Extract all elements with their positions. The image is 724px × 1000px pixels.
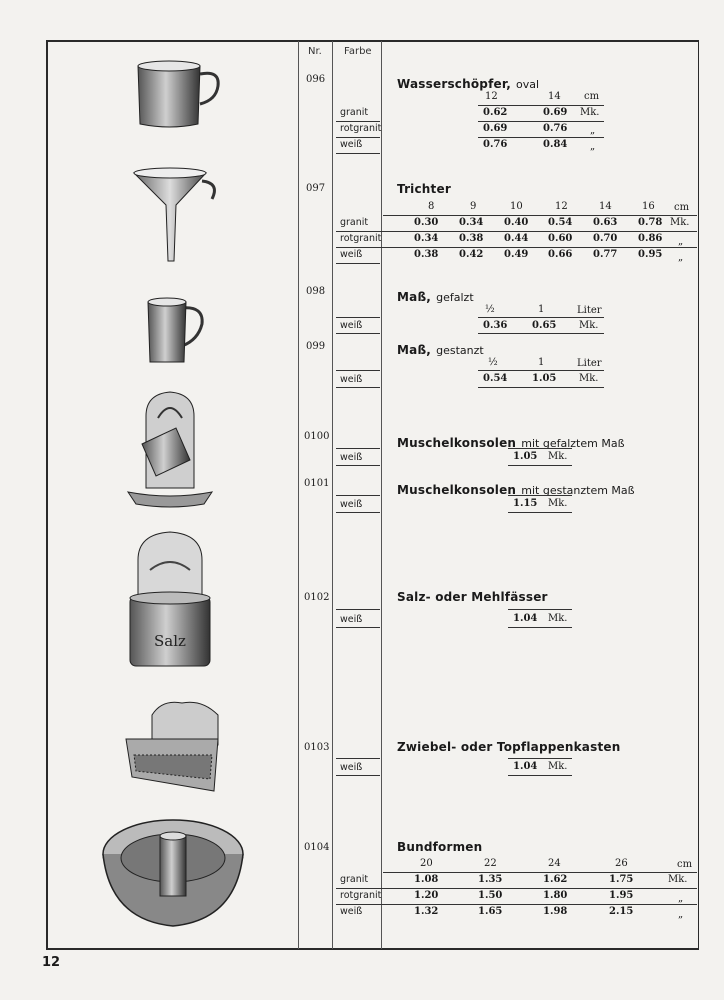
price: 1.04 [513,761,538,772]
size-header: 20 [420,858,433,869]
color-rotgranit: rotgranit [340,233,382,244]
price: 2.15 [609,906,634,917]
item-number: 097 [306,183,326,194]
price: 0.69 [483,123,508,134]
item-title: Muschelkonsolen mit gefalztem Maß [397,436,625,450]
column-divider-farbe [332,41,333,949]
color-weiss: weiß [340,139,363,150]
color-granit: granit [340,217,369,228]
size-header: ½ [485,304,495,315]
page-number: 12 [42,955,61,970]
item-title: Zwiebel- oder Topflappenkasten [397,740,621,754]
price: 0.86 [638,233,663,244]
item-number: 096 [306,74,326,85]
price: 1.75 [609,874,634,885]
price: 0.76 [543,123,568,134]
size-header: 26 [615,858,628,869]
price: 0.77 [593,249,618,260]
size-header: 9 [470,201,477,212]
item-title: Salz- oder Mehlfässer [397,590,548,604]
price: 0.63 [593,217,618,228]
price: 0.30 [414,217,439,228]
color-granit: granit [340,874,369,885]
unit: Mk. [579,373,599,384]
salt-label: Salz [154,632,186,650]
size-header: cm [674,202,690,213]
price: 0.95 [638,249,663,260]
unit: Mk. [668,874,688,885]
size-header: 1 [538,304,545,315]
price: 1.65 [478,906,503,917]
column-divider-nr [298,41,299,949]
color-rotgranit: rotgranit [340,123,382,134]
price: 1.50 [478,890,503,901]
color-weiss: weiß [340,614,363,625]
color-rotgranit: rotgranit [340,890,382,901]
unit: Mk. [580,107,600,118]
price: 0.36 [483,320,508,331]
size-header: 14 [548,91,561,102]
unit: Mk. [579,320,599,331]
price: 0.38 [459,233,484,244]
color-weiss: weiß [340,452,363,463]
item-title: Wasserschöpfer, oval [397,77,540,91]
size-header: Liter [577,305,602,316]
price: 1.05 [513,451,538,462]
item-title: Maß, gestanzt [397,343,484,357]
item-number: 0100 [304,431,330,442]
item-title: Muschelkonsolen mit gestanztem Maß [397,483,635,497]
price: 0.49 [504,249,529,260]
ditto-mark: „ [678,909,684,920]
item-number: 0104 [304,842,330,853]
price: 1.15 [513,498,538,509]
price: 0.54 [548,217,573,228]
size-header: ½ [488,357,498,368]
unit: Mk. [548,498,568,509]
size-header: Liter [577,358,602,369]
ditto-mark: „ [678,893,684,904]
price: 0.76 [483,139,508,150]
price: 0.44 [504,233,529,244]
color-weiss: weiß [340,374,363,385]
price: 0.65 [532,320,557,331]
color-weiss: weiß [340,320,363,331]
unit: Mk. [548,613,568,624]
ditto-mark: „ [590,141,596,152]
color-weiss: weiß [340,762,363,773]
price: 1.35 [478,874,503,885]
size-header: 12 [485,91,498,102]
color-weiss: weiß [340,906,363,917]
bundt-pan-image [100,808,246,934]
price: 1.05 [532,373,557,384]
color-weiss: weiß [340,499,363,510]
item-number: 0103 [304,742,330,753]
ditto-mark: „ [590,125,596,136]
unit: Mk. [670,217,690,228]
unit: Mk. [548,761,568,772]
price: 1.62 [543,874,568,885]
price: 1.20 [414,890,439,901]
price: 0.78 [638,217,663,228]
price: 0.60 [548,233,573,244]
size-header: 14 [599,201,612,212]
header-nr: Nr. [308,46,322,57]
size-header: 1 [538,357,545,368]
item-title: Bundformen [397,840,483,854]
price: 0.84 [543,139,568,150]
price: 0.66 [548,249,573,260]
size-header: 24 [548,858,561,869]
ditto-mark: „ [678,236,684,247]
price: 1.32 [414,906,439,917]
color-granit: granit [340,107,369,118]
water-scoop-image [130,56,225,134]
size-header: 22 [484,858,497,869]
header-farbe: Farbe [344,46,372,57]
price: 0.54 [483,373,508,384]
item-number: 098 [306,286,326,297]
price: 0.40 [504,217,529,228]
size-header: 8 [428,201,435,212]
unit: Mk. [548,451,568,462]
item-number: 0101 [304,478,330,489]
size-header: 10 [510,201,523,212]
onion-box-image [122,695,222,795]
ditto-mark: „ [678,252,684,263]
price: 0.70 [593,233,618,244]
funnel-image [130,165,225,265]
salt-box-image [124,530,216,672]
column-divider-desc [381,41,382,949]
item-title: Maß, gefalzt [397,290,474,304]
price: 1.95 [609,890,634,901]
price: 1.98 [543,906,568,917]
color-weiss: weiß [340,249,363,260]
price: 0.38 [414,249,439,260]
shell-console-image [124,388,216,508]
price: 0.34 [459,217,484,228]
size-header: cm [584,91,600,102]
price: 0.62 [483,107,508,118]
measure-cup-image [142,296,212,366]
price: 1.04 [513,613,538,624]
size-header: 12 [555,201,568,212]
price: 0.69 [543,107,568,118]
price: 0.42 [459,249,484,260]
item-title: Trichter [397,182,451,196]
item-number: 0102 [304,592,330,603]
item-number: 099 [306,341,326,352]
size-header: cm [677,859,693,870]
price: 1.80 [543,890,568,901]
price: 1.08 [414,874,439,885]
price: 0.34 [414,233,439,244]
size-header: 16 [642,201,655,212]
